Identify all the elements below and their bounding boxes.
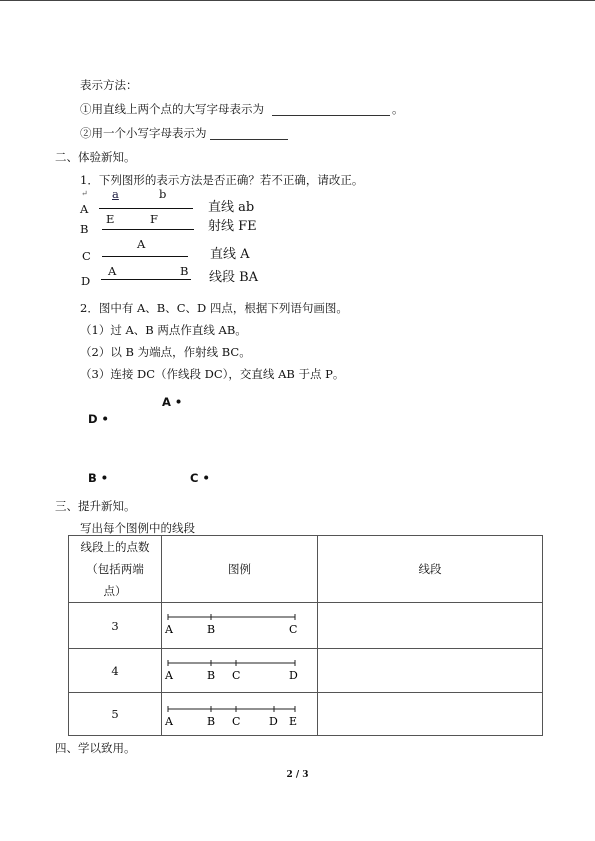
label-a-lower: a: [112, 187, 119, 201]
desc-label1: 直线 ab: [208, 200, 255, 215]
row-count: 4: [69, 649, 162, 693]
point-C: C •: [190, 471, 210, 485]
section2-question1: 1．下列图形的表示方法是否正确？若不正确，请改正。: [80, 173, 364, 187]
desc-label3: 直线 A: [210, 247, 250, 262]
intro-line1: ①用直线上两个点的大写字母表示为: [80, 102, 264, 116]
header-point-count-line1: 线段上的点数: [80, 540, 150, 554]
point-A: A •: [162, 395, 183, 409]
segment-diagram-3: [162, 603, 317, 648]
section2-question2: 2．图中有 A、B、C、D 四点，根据下列语句画图。: [80, 301, 348, 315]
intro-line2: ②用一个小写字母表示为: [80, 126, 207, 140]
diagram-label: A: [165, 669, 173, 682]
diagram-label: A: [165, 715, 173, 728]
point-D: D •: [88, 412, 109, 426]
blank-line2[interactable]: [210, 139, 288, 140]
label-F: F: [150, 212, 158, 226]
page-number: 2 / 3: [286, 770, 309, 780]
diagram-label: A: [165, 623, 173, 636]
label-A-row4: A: [108, 264, 117, 278]
return-arrow-icon: ↵: [81, 189, 88, 198]
blank-line1[interactable]: [272, 115, 390, 116]
table-row: [69, 603, 543, 649]
diagram-label: C: [232, 669, 241, 682]
diagram-label: B: [207, 669, 216, 682]
step1: （1）过 A、B 两点作直线 AB。: [80, 323, 247, 337]
line-row2: [102, 229, 194, 230]
header-point-count-line3: 点）: [103, 584, 127, 598]
section3-subtitle: 写出每个图例中的线段: [80, 521, 195, 535]
step3: （3）连接 DC（作线段 DC），交直线 AB 于点 P。: [80, 367, 345, 381]
diagram-label: B: [207, 623, 216, 636]
header-diagram: 图例: [162, 536, 318, 603]
label-A-mid: A: [137, 237, 146, 251]
label-B-row2: B: [80, 222, 89, 236]
line-row1: [99, 208, 193, 209]
diagram-label: E: [289, 715, 298, 728]
point-B: B •: [88, 471, 109, 485]
line-row4: [101, 279, 191, 280]
diagram-label: C: [232, 715, 241, 728]
diagram-label: C: [289, 623, 298, 636]
line-row3: [102, 256, 188, 257]
diagram-label: D: [289, 669, 298, 682]
row-diagram: [162, 603, 318, 649]
section4-title: 四、学以致用。: [55, 741, 136, 755]
diagram-label: B: [207, 715, 216, 728]
section3-title: 三、提升新知。: [55, 499, 136, 513]
segments-table: [68, 535, 543, 736]
segment-diagram-5: [162, 693, 317, 735]
desc-label4: 线段 BA: [209, 270, 259, 285]
table-header-row: [69, 536, 543, 603]
segment-diagram-4: [162, 649, 317, 692]
row-answer-cell[interactable]: [318, 693, 543, 736]
header-point-count: [69, 536, 162, 603]
diagram-label: D: [269, 715, 278, 728]
label-A-row1: A: [80, 202, 89, 216]
section2-title: 二、体验新知。: [55, 150, 136, 164]
page-top-border: [0, 0, 595, 1]
label-C-row3: C: [82, 249, 91, 263]
label-E: E: [106, 212, 115, 226]
label-B-row4: B: [180, 264, 189, 278]
row-count: 5: [69, 693, 162, 736]
header-point-count-line2: （包括两端: [86, 562, 144, 576]
row-answer-cell[interactable]: [318, 603, 543, 649]
label-D-row4: D: [81, 274, 91, 288]
row-diagram: [162, 649, 318, 693]
label-b-lower: b: [159, 187, 167, 201]
intro-line1-end: 。: [392, 102, 404, 116]
header-segments: 线段: [318, 536, 543, 603]
desc-label2: 射线 FE: [208, 219, 257, 234]
row-answer-cell[interactable]: [318, 649, 543, 693]
table-row: [69, 693, 543, 736]
table-row: [69, 649, 543, 693]
intro-heading: 表示方法：: [80, 78, 138, 92]
row-diagram: [162, 693, 318, 736]
row-count: 3: [69, 603, 162, 649]
step2: （2）以 B 为端点，作射线 BC。: [80, 345, 251, 359]
